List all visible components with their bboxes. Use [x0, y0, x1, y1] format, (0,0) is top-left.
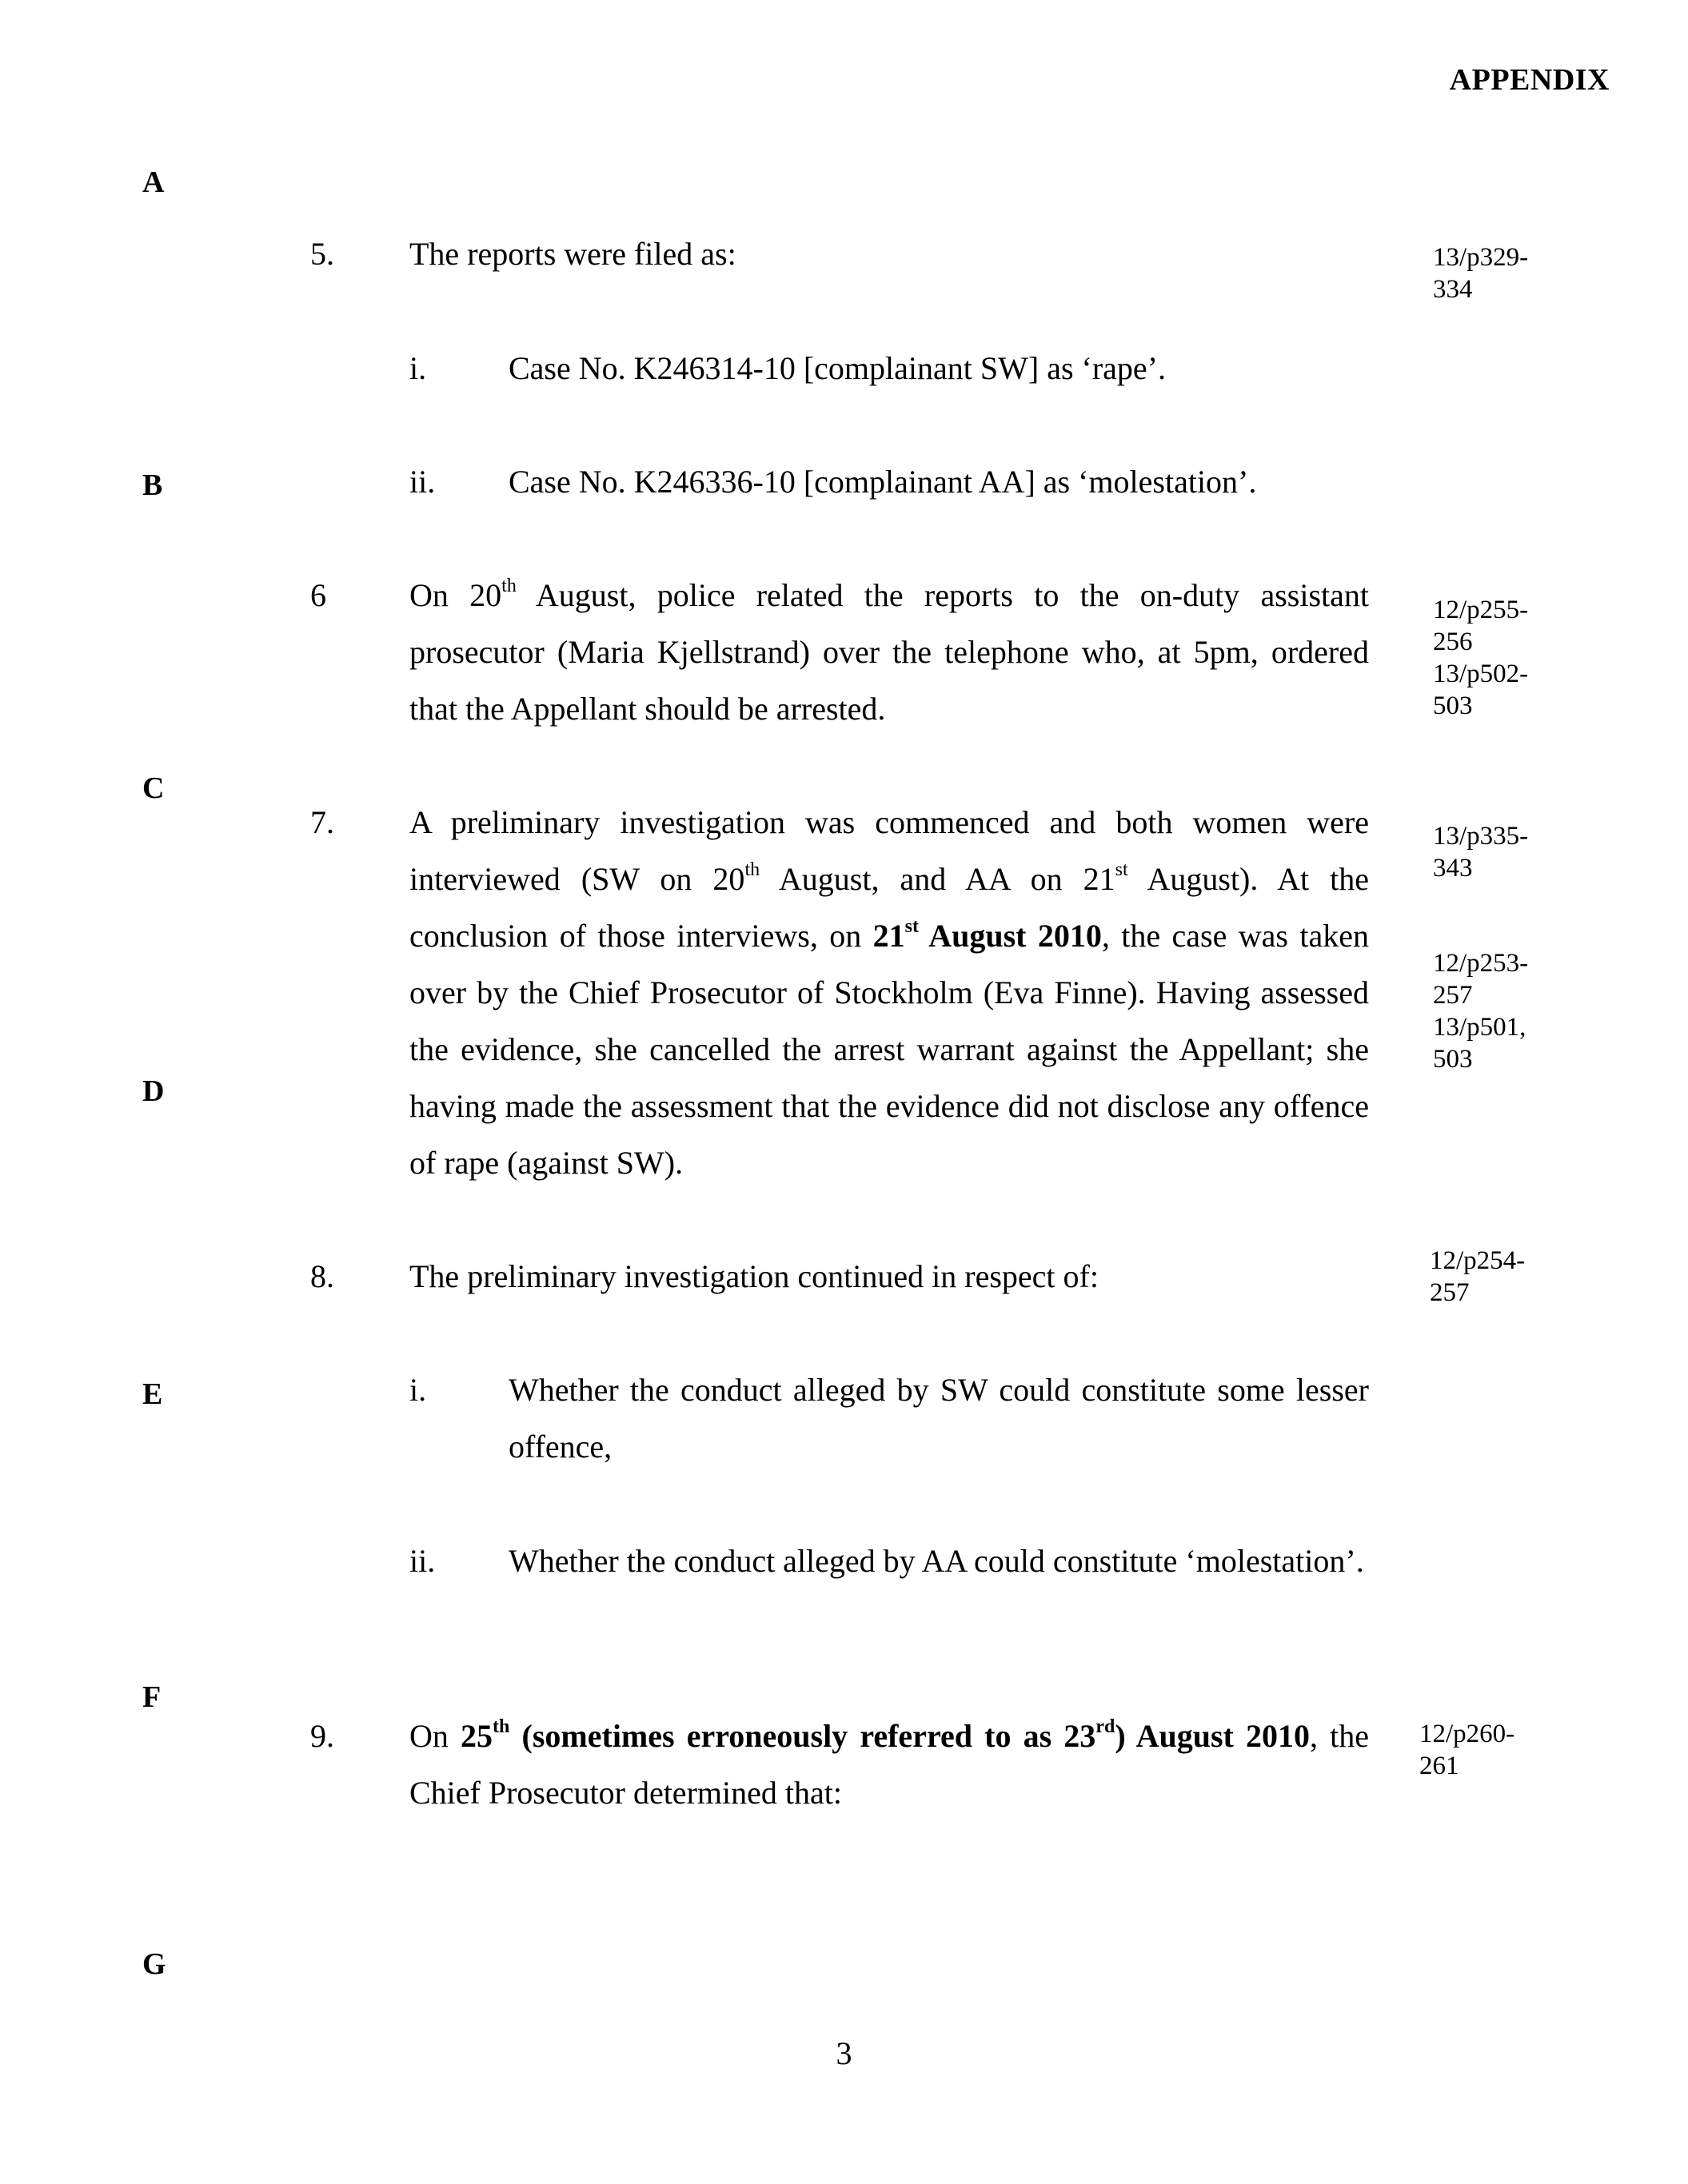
margin-letter-f: F — [142, 1680, 162, 1714]
appendix-header: APPENDIX — [1449, 63, 1610, 97]
paragraph-5-item-2-number: ii. — [409, 464, 436, 500]
paragraph-5-item-2-text: Case No. K246336-10 [complainant AA] as ‘molestation’. — [509, 464, 1257, 500]
paragraph-9-number: 9. — [310, 1718, 334, 1754]
paragraph-6-reference: 12/p255- 256 13/p502- 503 — [1433, 596, 1529, 720]
paragraph-8-item-1-text: Whether the conduct alleged by SW could constitute some lesser offence, — [509, 1372, 1369, 1465]
paragraph-6-text: On 20th August, police related the reports to the on-duty assistant prosecutor (Maria Kjellstrand) over the telephone who, at 5pm, ordered that the Appellant should be arrested. — [409, 576, 1369, 727]
paragraph-6-number: 6 — [310, 577, 326, 613]
margin-letter-a: A — [142, 165, 165, 199]
margin-letter-c: C — [142, 771, 165, 805]
margin-letter-b: B — [142, 468, 163, 502]
margin-letter-d: D — [142, 1074, 165, 1108]
paragraph-8-item-2-text: Whether the conduct alleged by AA could constitute ‘molestation’. — [509, 1543, 1364, 1579]
paragraph-9-reference: 12/p260- 261 — [1419, 1720, 1515, 1780]
paragraph-5-number: 5. — [310, 236, 334, 272]
page-number: 3 — [836, 2035, 852, 2071]
paragraph-8-number: 8. — [310, 1258, 334, 1294]
paragraph-9-text: On 25th (sometimes erroneously referred to as 23rd) August 2010, the Chief Prosecutor determined that: — [409, 1716, 1370, 1811]
paragraph-5-reference: 13/p329- 334 — [1433, 243, 1529, 304]
paragraph-8-reference: 12/p254- 257 — [1430, 1246, 1526, 1307]
paragraph-7-reference-2: 12/p253- 257 13/p501, 503 — [1433, 949, 1529, 1074]
paragraph-8-item-1-number: i. — [409, 1372, 427, 1408]
paragraph-7-text: A preliminary investigation was commenced and both women were interviewed (SW on 20th August, and AA on 21st August). At the conclusion of those interviews, on 21st August 2010, the case was taken over by the Chief Prosecutor of Stockholm (Eva Finne). Having assessed the evidence, she cancelled the arrest warrant against the Appellant; she having made the assessment that the evidence did not disclose any offence of rape (against SW). — [409, 804, 1370, 1181]
paragraph-5-item-1-text: Case No. K246314-10 [complainant SW] as ‘rape’. — [509, 350, 1166, 386]
paragraph-5-text: The reports were filed as: — [409, 236, 736, 272]
paragraph-8-text: The preliminary investigation continued in respect of: — [409, 1258, 1099, 1294]
margin-letter-e: E — [142, 1377, 163, 1411]
margin-letter-g: G — [142, 1947, 166, 1981]
paragraph-7-reference-1: 13/p335- 343 — [1433, 822, 1529, 883]
paragraph-8-item-2-number: ii. — [409, 1543, 436, 1579]
paragraph-5-item-1-number: i. — [409, 350, 427, 386]
paragraph-7-number: 7. — [310, 804, 334, 840]
